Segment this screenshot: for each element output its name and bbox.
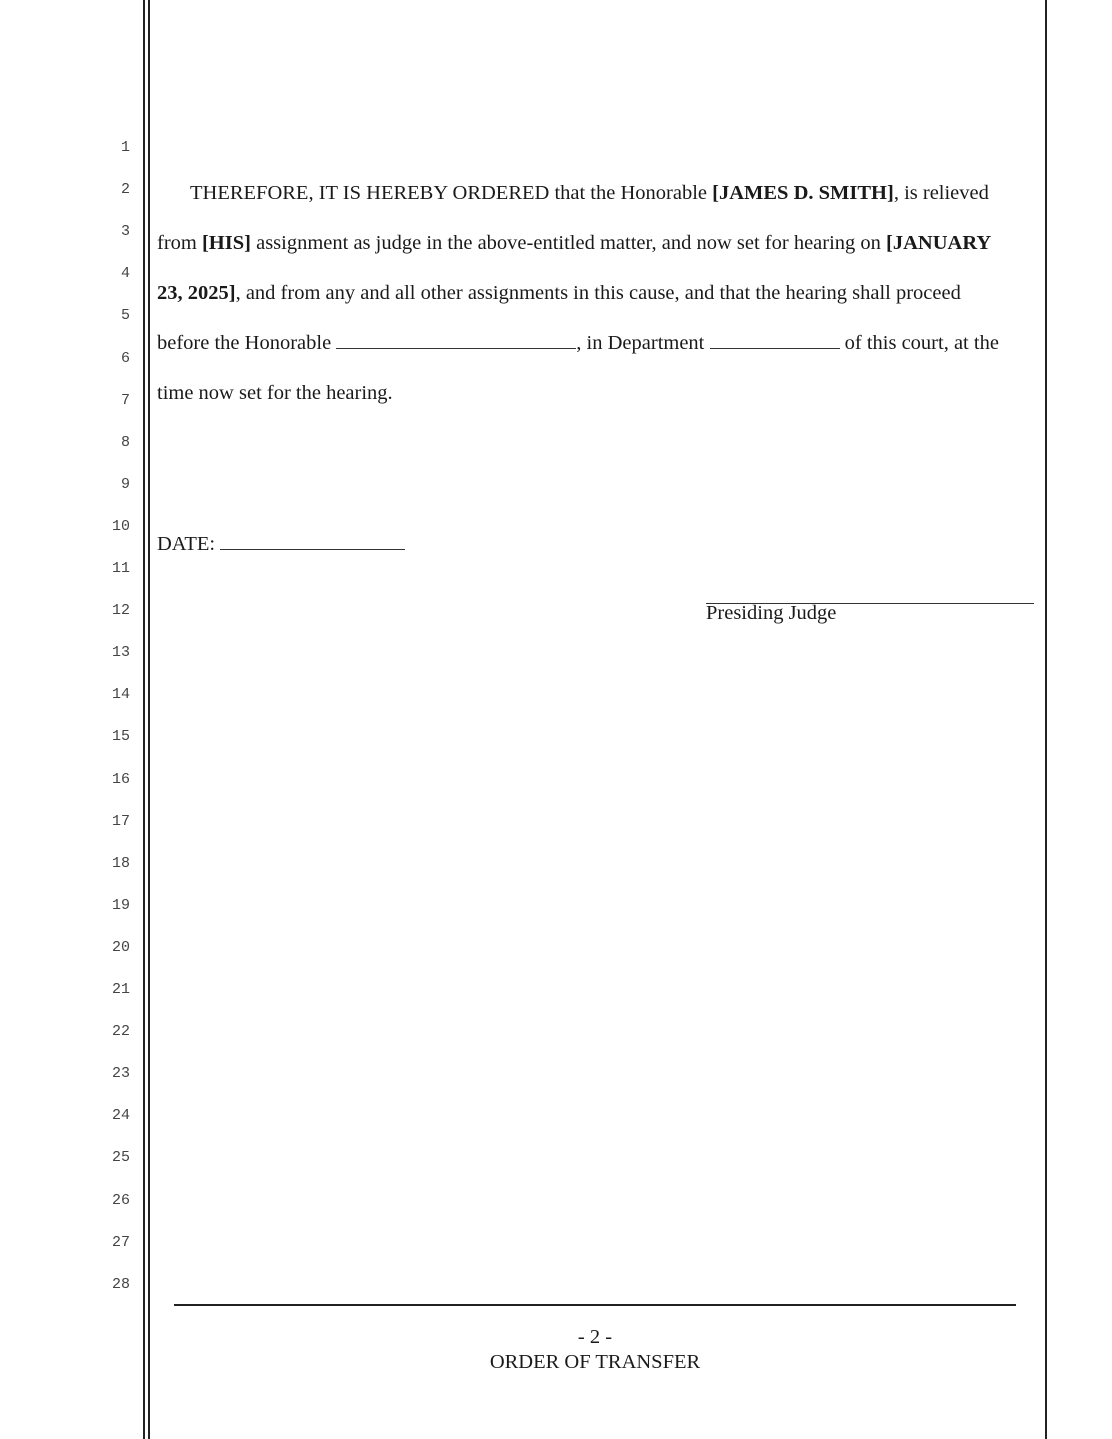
pronoun: [HIS] (201, 232, 251, 254)
left-margin-rule-outer (143, 0, 145, 1439)
date-blank[interactable] (220, 533, 405, 550)
line-number: 24 (111, 1107, 130, 1125)
hearing-date-part2: 23, 2025] (157, 282, 236, 304)
order-line-4 (157, 332, 999, 355)
judge-name-blank[interactable] (336, 332, 576, 349)
order-text: , and from any and all other assignments in this cause, and that the hearing shall proceed (235, 282, 961, 304)
line-number: 18 (111, 854, 130, 872)
footer-rule (174, 1304, 1016, 1306)
line-number: 26 (111, 1191, 130, 1209)
date-row (157, 533, 405, 556)
line-number: 5 (120, 307, 130, 325)
line-number: 7 (120, 391, 130, 409)
order-text: of this court, at the (839, 332, 999, 354)
line-number: 27 (111, 1233, 130, 1251)
line-number: 4 (120, 265, 130, 283)
line-number: 28 (111, 1275, 130, 1293)
department-blank[interactable] (710, 332, 840, 349)
line-number: 15 (111, 728, 130, 746)
order-line-5 (157, 382, 393, 405)
line-number: 19 (111, 896, 130, 914)
order-text: before the Honorable (157, 332, 337, 354)
order-text: assignment as judge in the above-entitled matter, and now set for hearing on (250, 232, 887, 254)
line-number: 21 (111, 981, 130, 998)
left-margin-rule-inner (148, 0, 150, 1439)
line-number: 11 (111, 560, 130, 577)
date-label: DATE: (157, 533, 216, 555)
line-number: 1 (120, 139, 130, 156)
order-line-2 (157, 232, 991, 255)
line-number: 17 (111, 812, 130, 830)
line-number: 14 (111, 686, 130, 704)
document-title: ORDER OF TRANSFER (489, 1351, 701, 1373)
order-text: , is relieved (893, 182, 989, 204)
hearing-date-part1: [JANUARY (886, 232, 992, 254)
line-number: 9 (120, 475, 130, 493)
line-number: 2 (120, 181, 130, 199)
line-number: 12 (111, 602, 130, 620)
line-number: 6 (120, 349, 130, 367)
line-number: 3 (120, 223, 130, 241)
line-number: 23 (111, 1065, 130, 1083)
line-number: 16 (111, 770, 130, 788)
line-number: 20 (111, 938, 130, 956)
order-line-3 (157, 282, 961, 305)
line-number: 8 (120, 433, 130, 451)
line-number: 25 (111, 1149, 130, 1167)
line-number: 10 (111, 517, 130, 535)
page-number: - 2 - (577, 1326, 613, 1348)
signature-label: Presiding Judge (706, 602, 837, 624)
order-text: , in Department (576, 332, 710, 354)
order-text: THEREFORE, IT IS HEREBY ORDERED that the Honorable (190, 182, 713, 204)
line-number: 13 (111, 644, 130, 662)
judge-name: [JAMES D. SMITH] (712, 182, 894, 204)
order-text: time now set for the hearing. (157, 382, 393, 404)
right-margin-rule (1045, 0, 1047, 1439)
order-text: from (157, 232, 202, 254)
order-line-1 (190, 182, 989, 205)
line-number: 22 (111, 1023, 130, 1041)
